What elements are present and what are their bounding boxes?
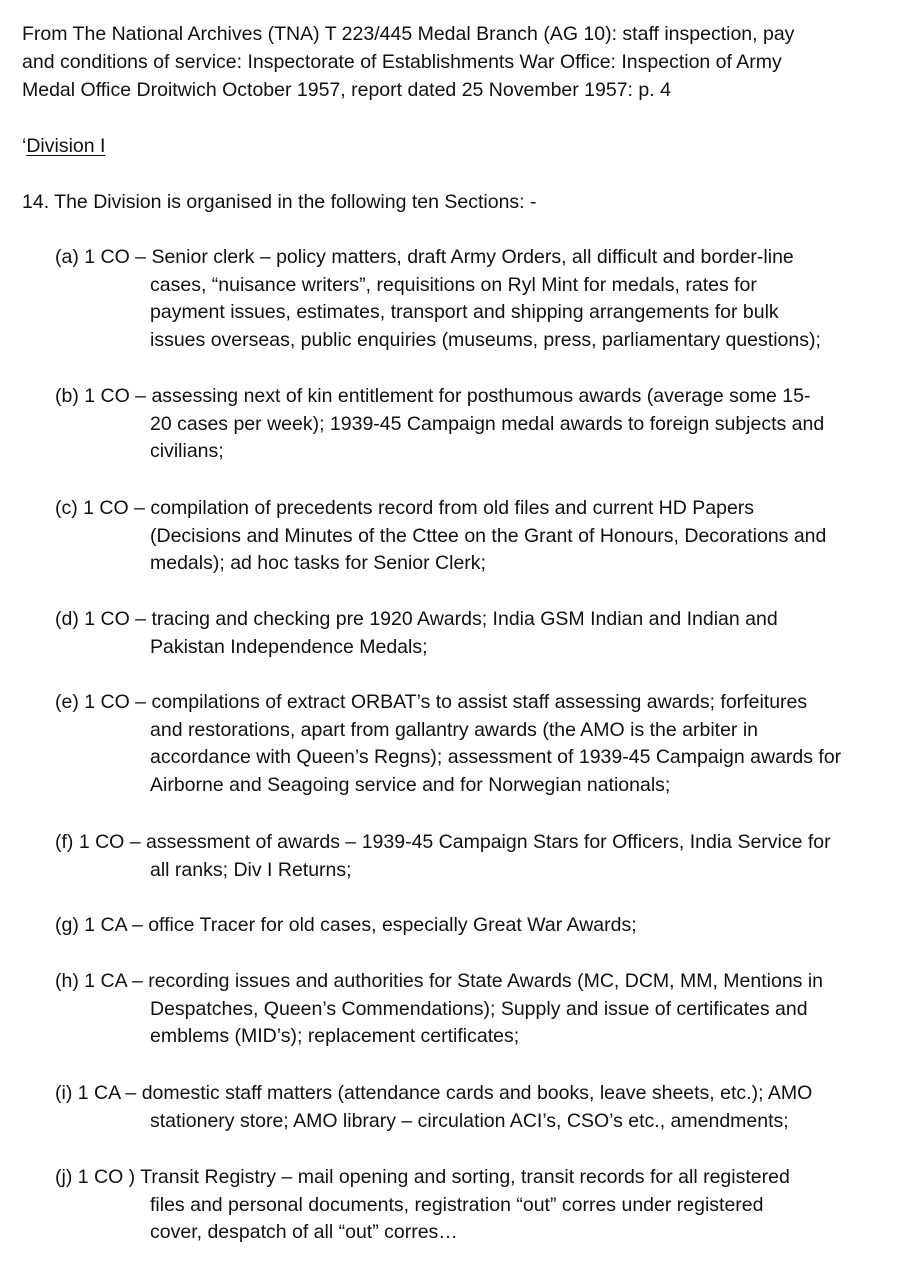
- item-line: all ranks; Div I Returns;: [150, 858, 352, 881]
- item-line: Despatches, Queen’s Commendations); Supply and issue of certificates and: [150, 997, 808, 1020]
- section-item-h: [55, 968, 885, 1051]
- section-item-i: [55, 1080, 885, 1135]
- section-item-b: [55, 383, 885, 466]
- item-first-line: (g) 1 CA – office Tracer for old cases, especially Great War Awards;: [55, 914, 637, 936]
- section-item-j: [55, 1164, 885, 1247]
- item-line: emblems (MID’s); replacement certificates;: [150, 1025, 520, 1048]
- item-first-line: (c) 1 CO – compilation of precedents record from old files and current HD Papers: [55, 497, 755, 519]
- item-line: and restorations, apart from gallantry awards (the AMO is the arbiter in: [150, 718, 759, 741]
- item-line: payment issues, estimates, transport and shipping arrangements for bulk: [150, 301, 779, 324]
- item-first-line: (f) 1 CO – assessment of awards – 1939-45 Campaign Stars for Officers, India Service for: [55, 831, 831, 853]
- section-item-f: [55, 829, 885, 884]
- item-line: cases, “nuisance writers”, requisitions on Ryl Mint for medals, rates for: [150, 273, 757, 296]
- section-item-e: [55, 689, 885, 800]
- item-line: stationery store; AMO library – circulation ACI’s, CSO’s etc., amendments;: [150, 1109, 789, 1132]
- item-line: accordance with Queen’s Regns); assessment of 1939-45 Campaign awards for: [150, 746, 842, 769]
- item-line: files and personal documents, registration “out” corres under registered: [150, 1193, 764, 1216]
- item-line: issues overseas, public enquiries (museums, press, parliamentary questions);: [150, 329, 821, 352]
- source-line: and conditions of service: Inspectorate of Establishments War Office: Inspection of Army: [22, 51, 782, 73]
- section-item-g: [55, 912, 885, 940]
- source-citation: [22, 20, 872, 104]
- item-first-line: (h) 1 CA – recording issues and authorities for State Awards (MC, DCM, MM, Mentions in: [55, 970, 824, 992]
- section-item-a: [55, 244, 885, 355]
- section-item-d: [55, 606, 885, 661]
- paragraph-14-intro: 14. The Division is organised in the following ten Sections: -: [22, 191, 537, 213]
- division-title: Division I: [26, 135, 106, 157]
- opening-quote: ‘: [22, 135, 27, 157]
- section-item-c: [55, 495, 885, 578]
- item-first-line: (b) 1 CO – assessing next of kin entitlement for posthumous awards (average some 15-: [55, 385, 811, 407]
- item-line: 20 cases per week); 1939-45 Campaign medal awards to foreign subjects and: [150, 412, 825, 435]
- source-line: From The National Archives (TNA) T 223/445 Medal Branch (AG 10): staff inspection, pay: [22, 23, 795, 45]
- item-line: civilians;: [150, 440, 224, 463]
- item-first-line: (a) 1 CO – Senior clerk – policy matters, draft Army Orders, all difficult and border-line: [55, 246, 794, 268]
- item-line: cover, despatch of all “out” corres…: [150, 1221, 458, 1244]
- division-heading: [22, 132, 105, 160]
- item-line: (Decisions and Minutes of the Cttee on the Grant of Honours, Decorations and: [150, 524, 827, 547]
- item-line: Pakistan Independence Medals;: [150, 635, 428, 658]
- item-line: medals); ad hoc tasks for Senior Clerk;: [150, 552, 486, 575]
- source-line: Medal Office Droitwich October 1957, report dated 25 November 1957: p. 4: [22, 79, 671, 101]
- item-line: Airborne and Seagoing service and for Norwegian nationals;: [150, 774, 671, 797]
- item-first-line: (d) 1 CO – tracing and checking pre 1920 Awards; India GSM Indian and Indian and: [55, 608, 778, 630]
- item-first-line: (j) 1 CO ) Transit Registry – mail opening and sorting, transit records for all registered: [55, 1166, 790, 1188]
- item-first-line: (i) 1 CA – domestic staff matters (attendance cards and books, leave sheets, etc.); AMO: [55, 1082, 813, 1104]
- item-first-line: (e) 1 CO – compilations of extract ORBAT’s to assist staff assessing awards; forfeitures: [55, 691, 808, 713]
